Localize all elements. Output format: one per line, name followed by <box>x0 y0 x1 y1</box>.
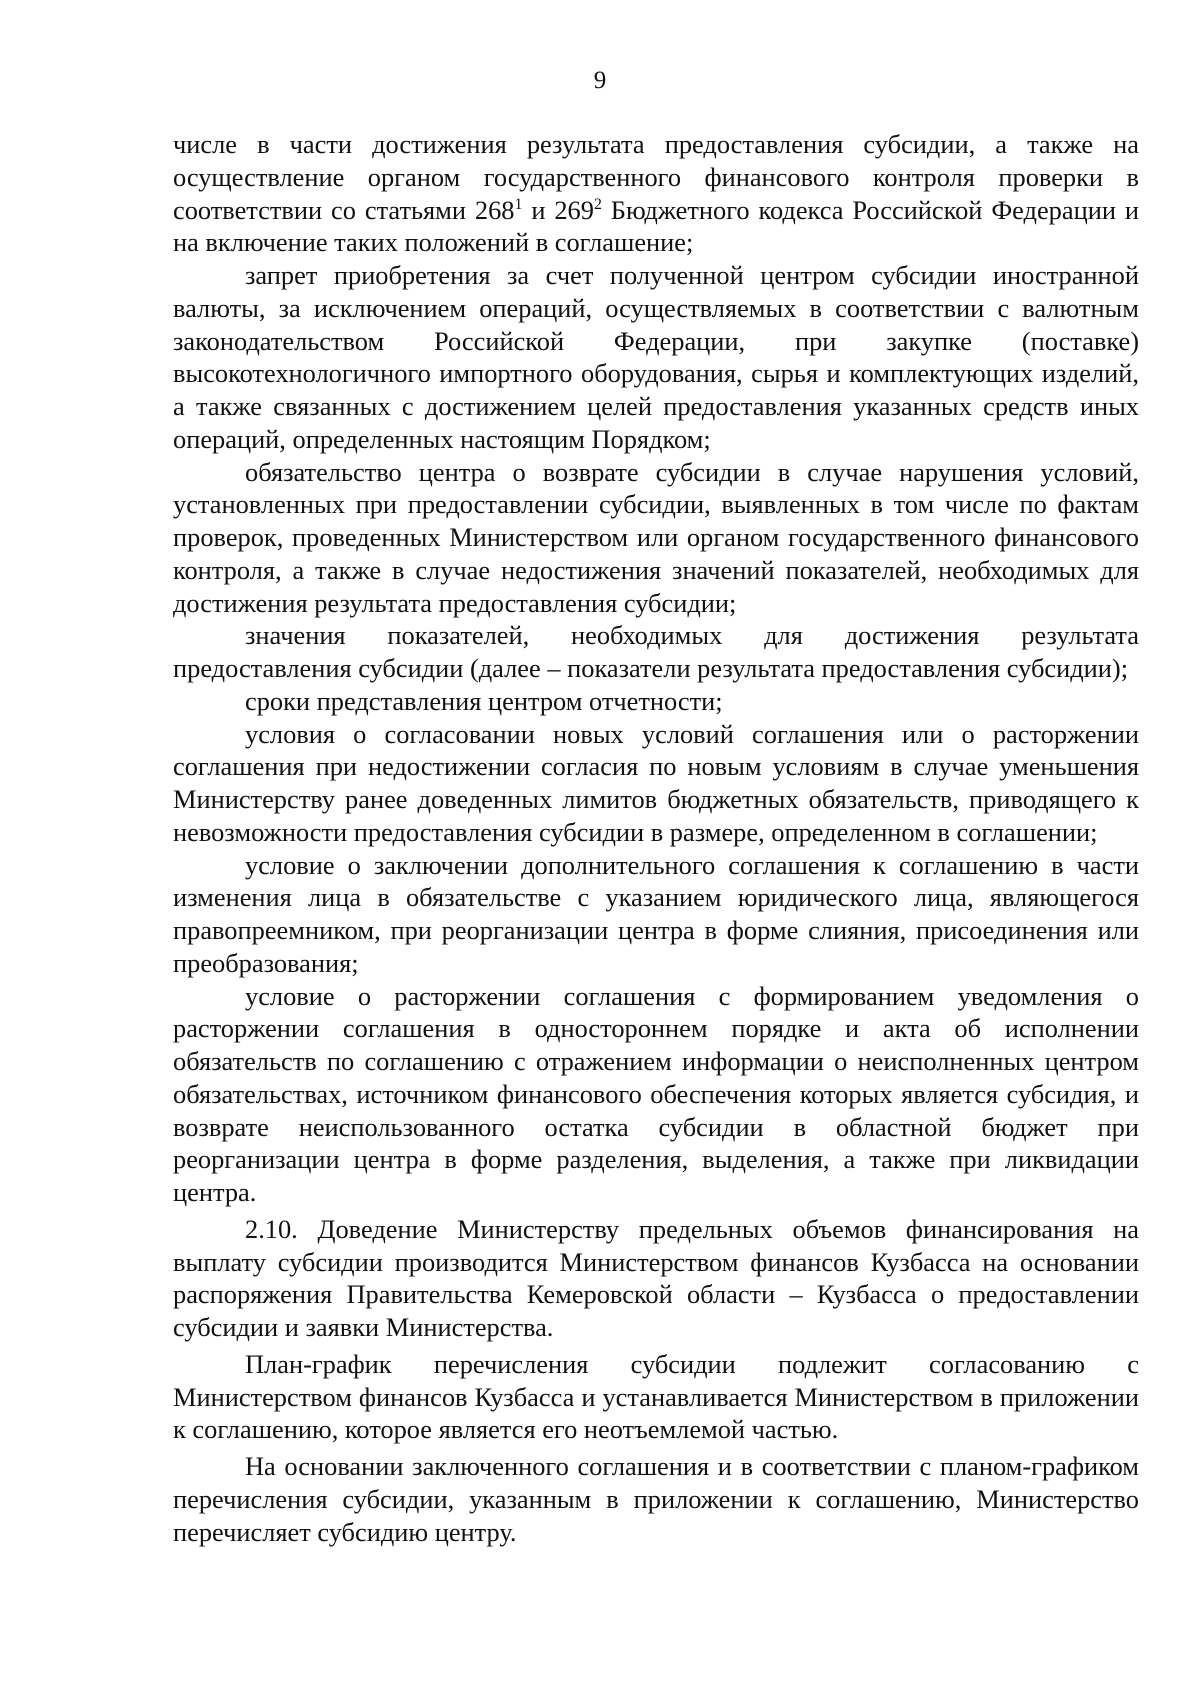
document-body <box>173 128 1139 1548</box>
paragraph-1-text-b: и 269 <box>522 194 594 225</box>
paragraph-3: обязательство центра о возврате субсидии в случае нарушения условий, установленных при предоставлении субсидии, выявленных в том числе по фактам проверок, проведенных Министерством или органом государственного финансового контроля, а также в случае недостижения значений показателей, необходимых для достижения результата предоставления субсидии; <box>173 456 1139 618</box>
paragraph-1 <box>173 128 1139 259</box>
paragraph-9: 2.10. Доведение Министерству предельных объемов финансирования на выплату субсидии производится Министерством финансов Кузбасса на основании распоряжения Правительства Кемеровской области – Кузбасса о предоставлении субсидии и заявки Министерства. <box>173 1213 1139 1342</box>
paragraph-1-text-a: числе в части достижения результата предоставления субсидии, а также на осуществление органом государственного финансового контроля проверки в соответствии со статьями 268 <box>173 129 1139 225</box>
paragraph-1-text-c: Бюджетного кодекса Российской Федерации и на включение таких положений в соглашение; <box>173 194 1139 258</box>
paragraph-4: значения показателей, необходимых для достижения результата предоставления субсидии (далее – показатели результата предоставления субсидии); <box>173 620 1139 683</box>
paragraph-8: условие о расторжении соглашения с формированием уведомления о расторжении соглашения в одностороннем порядке и акта об исполнении обязательств по соглашению с отражением информации о неисполненных центром обязательствах, источником финансового обеспечения которых является субсидия, и возврате неиспользованного остатка субсидии в областной бюджет при реорганизации центра в форме разделения, выделения, а также при ликвидации центра. <box>173 980 1139 1207</box>
superscript-2: 2 <box>593 195 602 213</box>
paragraph-11: На основании заключенного соглашения и в соответствии с планом-графиком перечисления субсидии, указанным в приложении к соглашению, Министерство перечисляет субсидию центру. <box>173 1451 1139 1547</box>
superscript-1: 1 <box>514 195 523 213</box>
paragraph-2: запрет приобретения за счет полученной центром субсидии иностранной валюты, за исключением операций, осуществляемых в соответствии с валютным законодательством Российской Федерации, при закупке (поставке) высокотехнологичного импортного оборудования, сырья и комплектующих изделий, а также связанных с достижением целей предоставления указанных средств иных операций, определенных настоящим Порядком; <box>173 260 1139 454</box>
paragraph-6: условия о согласовании новых условий соглашения или о расторжении соглашения при недостижении согласия по новым условиям в случае уменьшения Министерству ранее доведенных лимитов бюджетных обязательств, приводящего к невозможности предоставления субсидии в размере, определенном в соглашении; <box>173 718 1139 847</box>
paragraph-10: План-график перечисления субсидии подлежит согласованию с Министерством финансов Кузбасса и устанавливается Министерством в приложении к соглашению, которое является его неотъемлемой частью. <box>173 1348 1139 1445</box>
paragraph-7: условие о заключении дополнительного соглашения к соглашению в части изменения лица в обязательстве с указанием юридического лица, являющегося правопреемником, при реорганизации центра в форме слияния, присоединения или преобразования; <box>173 849 1139 978</box>
page-number: 9 <box>593 67 607 94</box>
paragraph-5: сроки представления центром отчетности; <box>245 685 723 716</box>
